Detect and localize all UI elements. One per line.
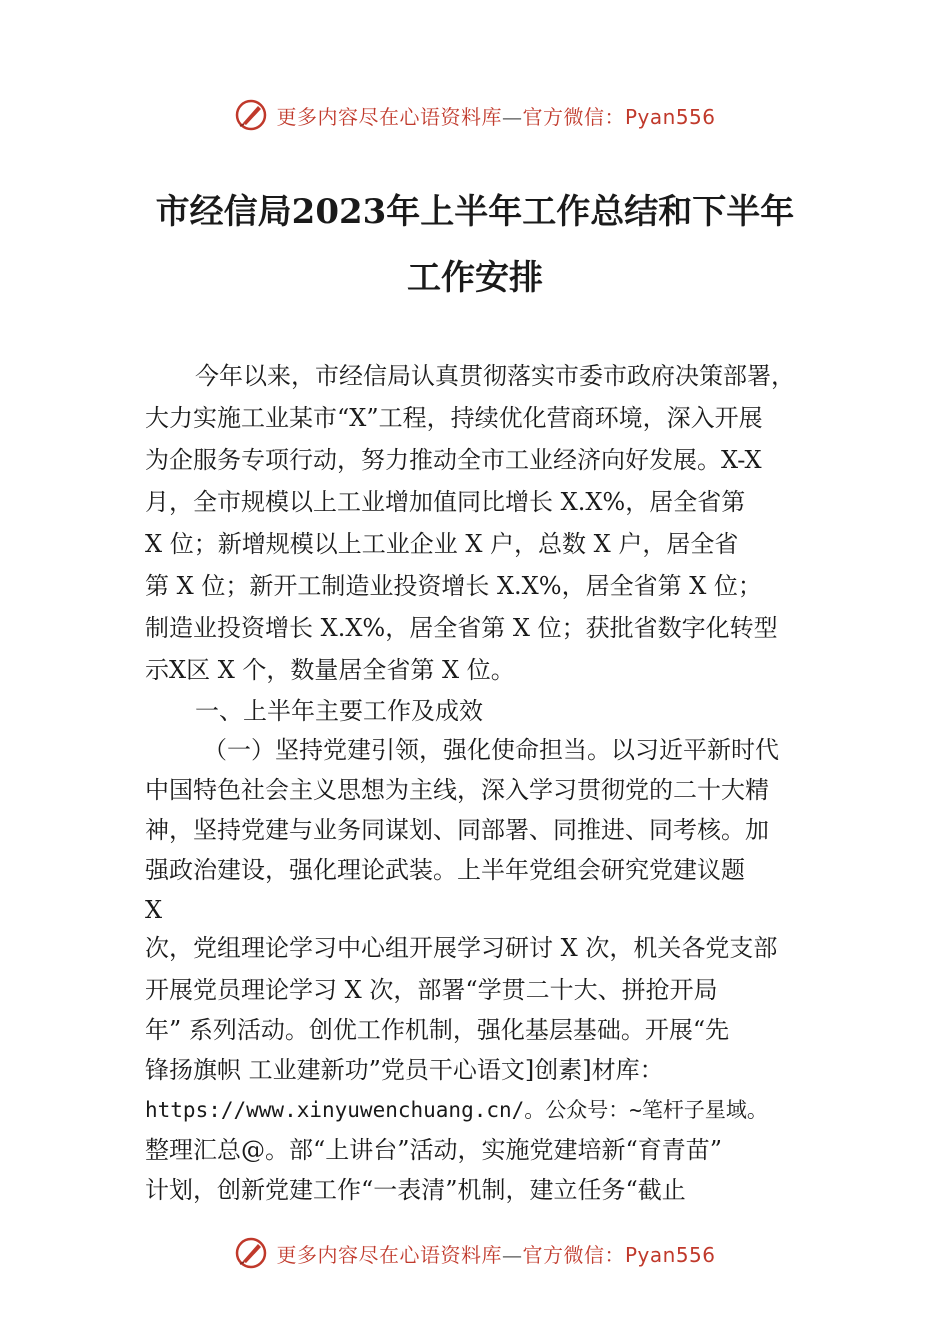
text-line: 整理汇总@。部“上讲台”活动，实施党建培新“育青苗” [145, 1136, 723, 1164]
banner-wechat-label: 官方微信： [522, 104, 625, 129]
text-line: 今年以来，市经信局认真贯彻落实市委市政府决策部署， [195, 362, 795, 390]
banner-text [276, 1239, 715, 1268]
pen-seal-icon [234, 98, 268, 132]
banner-wechat-label: 官方微信： [522, 1242, 625, 1267]
text-line: 开展党员理论学习 X 次，部署“学贯二十大、拼抢开局 [145, 976, 718, 1004]
header-banner [0, 95, 950, 135]
text-line: X [145, 896, 163, 924]
text-line: 为企服务专项行动，努力推动全市工业经济向好发展。X-X [145, 446, 762, 474]
banner-text [276, 101, 715, 130]
banner-library: 更多内容尽在心语资料库 [276, 104, 502, 129]
document-title-line-1: 市经信局2023年上半年工作总结和下半年 [155, 192, 795, 232]
subsection-paragraph [145, 730, 825, 1210]
text-line: 第 X 位；新开工制造业投资增长 X.X%，居全省第 X 位； [145, 572, 762, 600]
text-line-url: https://www.xinyuwenchuang.cn/。公众号：~笔杆子星域。 [145, 1098, 768, 1122]
text-line: 锋扬旗帜 工业建新功”党员干心语文]创素]材库： [145, 1056, 664, 1084]
section-heading [145, 690, 825, 732]
banner-separator: — [501, 104, 523, 129]
intro-paragraph [145, 355, 825, 691]
text-line: X 位；新增规模以上工业企业 X 户，总数 X 户，居全省 [145, 530, 739, 558]
banner-wechat-id: Pyan556 [624, 1242, 716, 1267]
pen-seal-icon [234, 1236, 268, 1270]
text-line: 大力实施工业某市“X”工程，持续优化营商环境，深入开展 [145, 404, 763, 432]
document-title-line-2: 工作安排 [407, 258, 543, 298]
text-line: 制造业投资增长 X.X%，居全省第 X 位；获批省数字化转型 [145, 614, 778, 642]
text-line: 强政治建设，强化理论武装。上半年党组会研究党建议题 [145, 856, 745, 884]
text-line: 中国特色社会主义思想为主线，深入学习贯彻党的二十大精 [145, 776, 769, 804]
text-line: 计划，创新党建工作“一表清”机制，建立任务“截止 [145, 1176, 686, 1204]
text-line: 次，党组理论学习中心组开展学习研讨 X 次，机关各党支部 [145, 934, 778, 962]
banner-separator: — [501, 1242, 523, 1267]
banner-library: 更多内容尽在心语资料库 [276, 1242, 502, 1267]
footer-banner [0, 1233, 950, 1273]
text-line: 年” 系列活动。创优工作机制，强化基层基础。开展“先 [145, 1016, 730, 1044]
banner-wechat-id: Pyan556 [624, 104, 716, 129]
text-line: 月，全市规模以上工业增加值同比增长 X.X%，居全省第 [145, 488, 746, 516]
text-line: （一）坚持党建引领，强化使命担当。以习近平新时代 [203, 736, 779, 764]
section-heading-text: 一、上半年主要工作及成效 [195, 697, 483, 725]
text-line: 示X区 X 个，数量居全省第 X 位。 [145, 656, 515, 684]
text-line: 神，坚持党建与业务同谋划、同部署、同推进、同考核。加 [145, 816, 769, 844]
